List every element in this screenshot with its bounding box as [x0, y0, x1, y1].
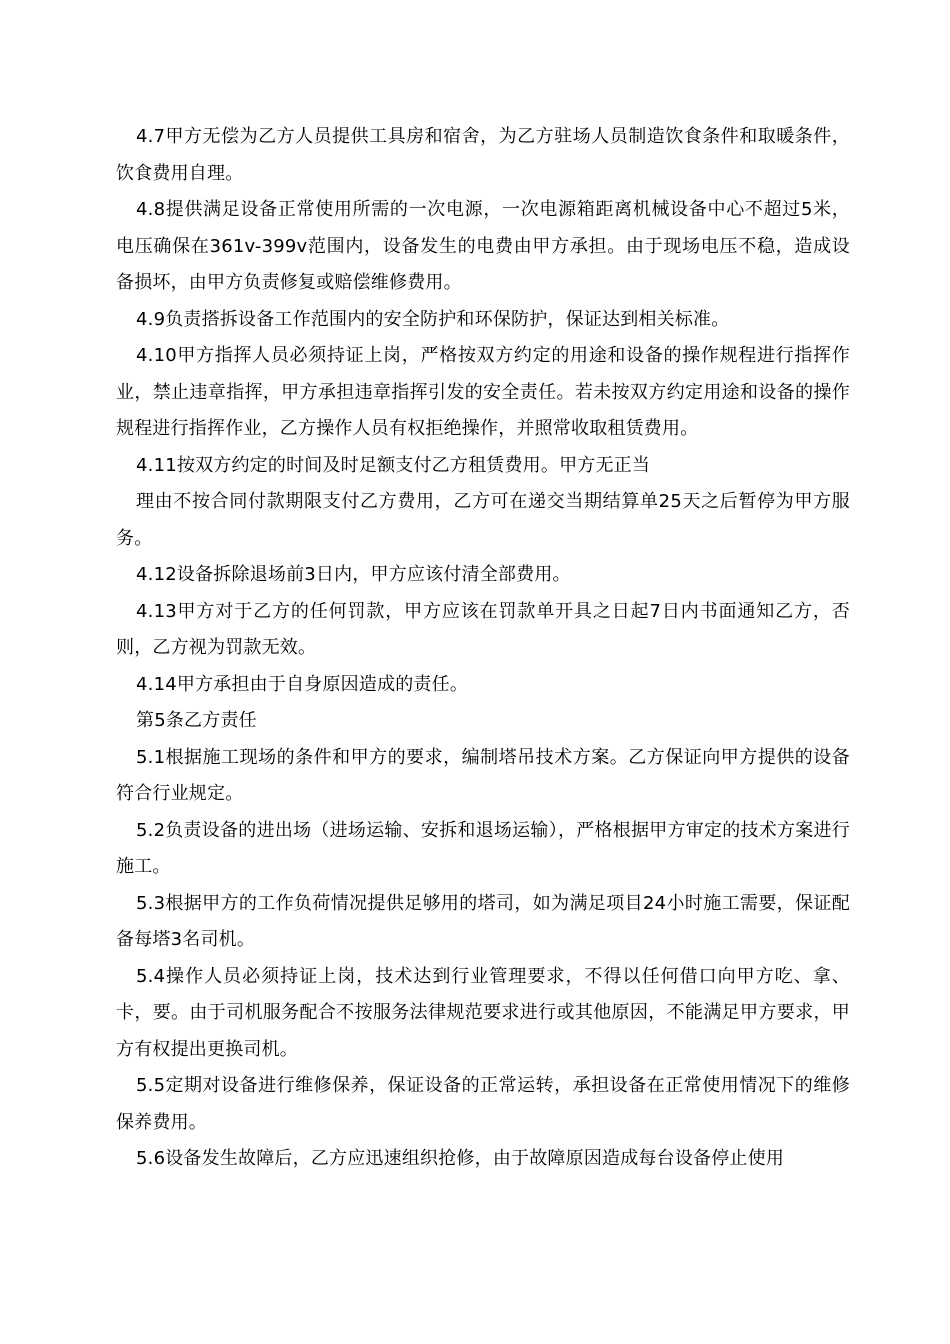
section-heading-article-5: 第5条乙方责任	[136, 710, 257, 731]
clause-5-6: 5.6设备发生故障后，乙方应迅速组织抢修，由于故障原因造成每台设备停止使用	[136, 1148, 785, 1169]
clause-4-9: 4.9负责搭拆设备工作范围内的安全防护和环保防护，保证达到相关标准。	[136, 308, 730, 330]
clause-5-3: 5.3根据甲方的工作负荷情况提供足够用的塔司，如为满足项目24小时施工需要，保证配备每塔3名司机。	[116, 892, 850, 950]
clause-5-1: 5.1根据施工现场的条件和甲方的要求，编制塔吊技术方案。乙方保证向甲方提供的设备符合行业规定。	[116, 746, 850, 804]
clause-5-2: 5.2负责设备的进出场（进场运输、安拆和退场运输），严格根据甲方审定的技术方案进行施工。	[116, 819, 850, 877]
clause-5-5: 5.5定期对设备进行维修保养，保证设备的正常运转，承担设备在正常使用情况下的维修保养费用。	[116, 1075, 850, 1133]
clause-5-4: 5.4操作人员必须持证上岗，技术达到行业管理要求，不得以任何借口向甲方吃、拿、卡，要。由于司机服务配合不按服务法律规范要求进行或其他原因，不能满足甲方要求，甲方有权提出更换司机。	[116, 965, 850, 1060]
clause-4-7: 4.7甲方无偿为乙方人员提供工具房和宿舍，为乙方驻场人员制造饮食条件和取暖条件，饮食费用自理。	[116, 126, 850, 184]
clause-4-14: 4.14甲方承担由于自身原因造成的责任。	[136, 673, 469, 695]
clause-4-11: 4.11按双方约定的时间及时足额支付乙方租赁费用。甲方无正当	[136, 454, 651, 476]
clause-4-10: 4.10甲方指挥人员必须持证上岗，严格按双方约定的用途和设备的操作规程进行指挥作业，禁止违章指挥，甲方承担违章指挥引发的安全责任。若未按双方约定用途和设备的操作规程进行指挥作业，乙方操作人员有权拒绝操作，并照常收取租赁费用。	[116, 345, 850, 439]
clause-4-12: 4.12设备拆除退场前3日内，甲方应该付清全部费用。	[136, 564, 571, 585]
clause-4-13: 4.13甲方对于乙方的任何罚款，甲方应该在罚款单开具之日起7日内书面通知乙方，否则，乙方视为罚款无效。	[116, 600, 850, 658]
clause-4-11-continued: 理由不按合同付款期限支付乙方费用，乙方可在递交当期结算单25天之后暂停为甲方服务。	[116, 491, 850, 549]
document-body	[116, 119, 850, 1178]
clause-4-8: 4.8提供满足设备正常使用所需的一次电源，一次电源箱距离机械设备中心不超过5米，电压确保在361v-399v范围内，设备发生的电费由甲方承担。由于现场电压不稳，造成设备损坏，由甲方负责修复或赔偿维修费用。	[116, 199, 850, 293]
